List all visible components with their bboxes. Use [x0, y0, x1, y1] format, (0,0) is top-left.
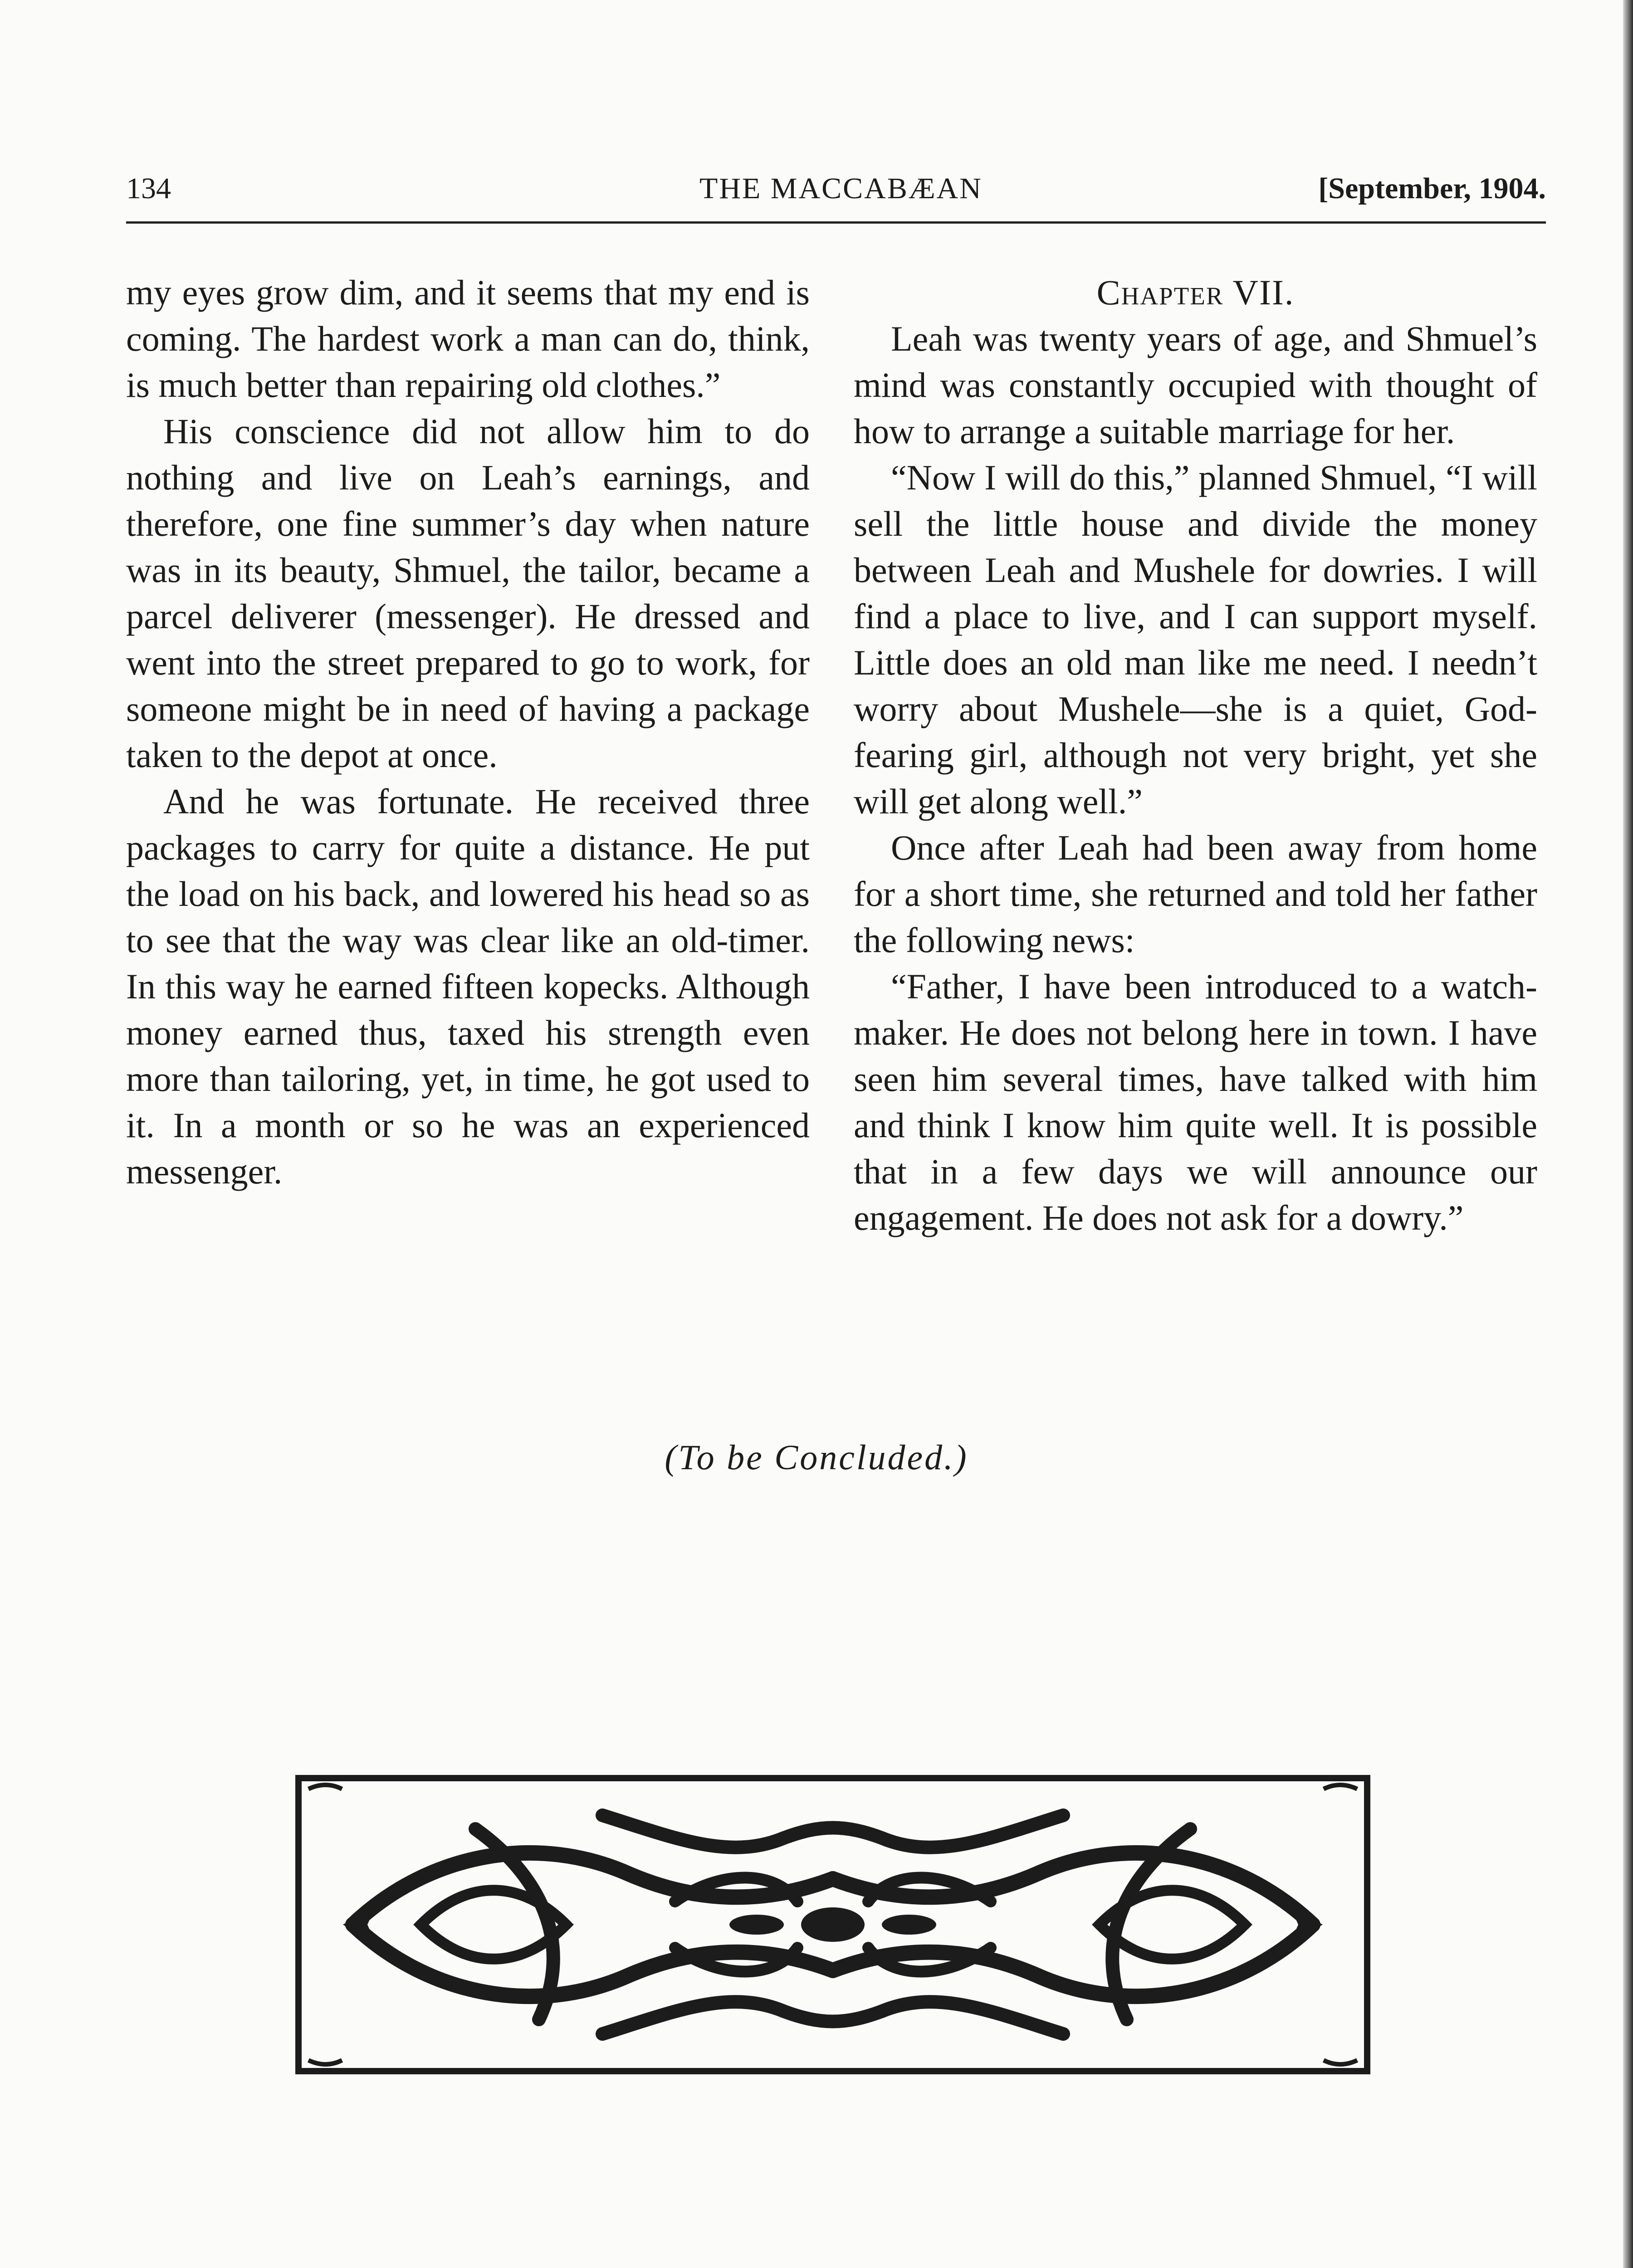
page-number: 134 [126, 172, 171, 205]
journal-title: THE MACCABÆAN [699, 172, 983, 205]
issue-date: [September, 1904. [1318, 172, 1546, 205]
paragraph: “Now I will do this,” planned Shmuel, “I will sell the little house and divide the money between Leah and Mushele for dowries. I will find a place to live, and I can support myself. Little does an old man like me need. I needn’t worry about Mushele—she is a quiet, God-fearing girl, although not very bright, yet she will get along well.” [854, 458, 1537, 821]
paragraph: And he was fortunate. He received three packages to carry for quite a distance. He put the load on his back, and lowered his head so as to see that the way was clear like an old-timer. In this way he earned fifteen kopecks. Although money earned thus, taxed his strength even more than tailoring, yet, in time, he got used to it. In a month or so he was an experienced messenger. [126, 782, 810, 1191]
left-column [126, 269, 810, 1195]
right-column [854, 269, 1537, 1241]
running-head [126, 171, 1546, 212]
paragraph: my eyes grow dim, and it seems that my end is coming. The hardest work a man can do, think, is much better than repairing old clothes.” [126, 273, 810, 405]
paragraph: His conscience did not allow him to do nothing and live on Leah’s earnings, and therefore, one fine summer’s day when nature was in its beauty, Shmuel, the tailor, became a parcel deliverer (messenger). He dressed and went into the street prepared to go to work, for someone might be in need of having a package taken to the depot at once. [126, 411, 810, 775]
chapter-heading: Chapter VII. [1096, 273, 1295, 312]
paragraph: “Father, I have been introduced to a watch-maker. He does not belong here in town. I have seen him several times, have talked with him and think I know him quite well. It is possible that in a few days we will announce our engagement. He does not ask for a dowry.” [854, 967, 1537, 1237]
paragraph: Once after Leah had been away from home for a short time, she returned and told her father the following news: [854, 828, 1537, 960]
page-binding-edge [1623, 0, 1633, 2268]
celtic-knot-ornament-icon [285, 1765, 1381, 2084]
header-rule [126, 221, 1546, 224]
continuation-note: (To be Concluded.) [665, 1437, 968, 1477]
paragraph: Leah was twenty years of age, and Shmuel’s mind was constantly occupied with thought of how to arrange a suitable marriage for her. [854, 319, 1537, 451]
